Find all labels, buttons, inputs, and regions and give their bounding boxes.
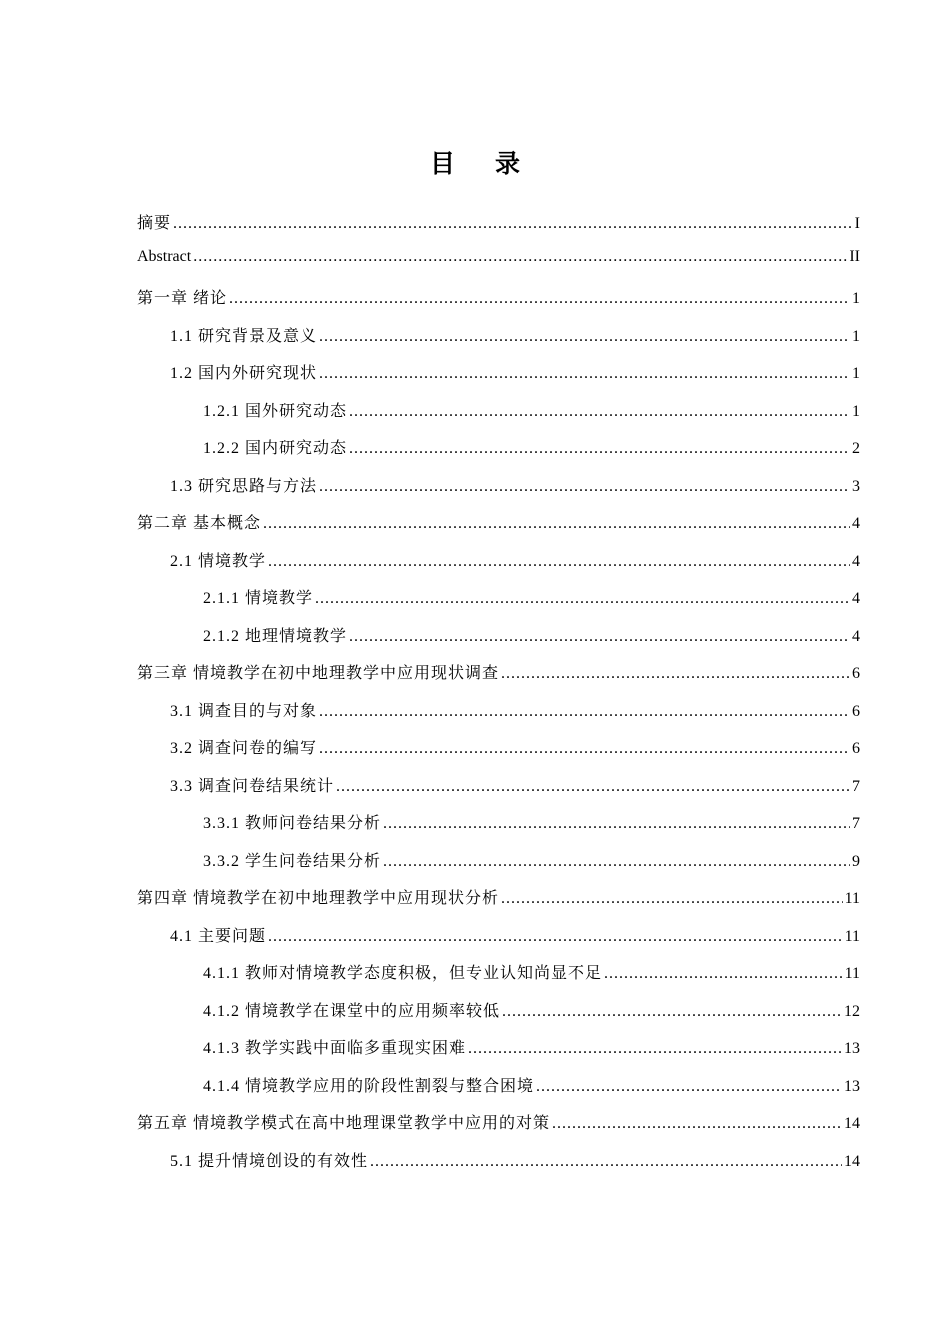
toc-entry[interactable] <box>137 660 860 698</box>
toc-entry[interactable] <box>137 248 860 286</box>
toc-entry-page-number: 2 <box>852 440 860 457</box>
toc-entry[interactable] <box>137 923 860 961</box>
toc-entry-page-number: 4 <box>852 515 860 532</box>
toc-leader-dots <box>319 328 850 346</box>
toc-leader-dots <box>336 778 850 796</box>
toc-entry-page-number: II <box>849 247 860 265</box>
toc-leader-dots <box>349 403 850 421</box>
toc-entry-label: 3.3.1 教师问卷结果分析 <box>203 815 382 832</box>
toc-entry[interactable] <box>137 1073 860 1111</box>
toc-leader-dots <box>468 1040 842 1058</box>
toc-entry-label: 1.2.1 国外研究动态 <box>203 402 348 420</box>
toc-entry-page-number: 6 <box>852 665 860 682</box>
toc-entry-label: 4.1.3 教学实践中面临多重现实困难 <box>203 1040 467 1057</box>
toc-entry-page-number: 14 <box>844 1115 860 1132</box>
toc-entry[interactable] <box>137 435 860 473</box>
toc-entry-page-number: 7 <box>852 777 860 795</box>
toc-leader-dots <box>268 553 850 571</box>
toc-entry-label: 2.1 情境教学 <box>170 552 267 570</box>
toc-leader-dots <box>315 590 850 608</box>
toc-entry-label: 第一章 绪论 <box>137 290 228 307</box>
toc-entry[interactable] <box>137 810 860 848</box>
toc-entry-page-number: I <box>854 215 860 232</box>
toc-entry-page-number: 11 <box>844 965 860 982</box>
toc-leader-dots <box>604 965 843 983</box>
toc-entry-page-number: 12 <box>844 1002 860 1020</box>
toc-leader-dots <box>319 740 850 758</box>
toc-entry-label: 3.3 调查问卷结果统计 <box>170 777 335 795</box>
toc-entry-label: 3.1 调查目的与对象 <box>170 702 318 720</box>
toc-entry-label: 4.1.1 教师对情境教学态度积极，但专业认知尚显不足 <box>203 965 603 982</box>
toc-entry-label: 第四章 情境教学在初中地理教学中应用现状分析 <box>137 890 500 907</box>
toc-entry[interactable] <box>137 960 860 998</box>
toc-entry-label: 1.2 国内外研究现状 <box>170 365 318 382</box>
toc-leader-dots <box>349 628 850 646</box>
toc-entry-label: 第五章 情境教学模式在高中地理课堂教学中应用的对策 <box>137 1115 551 1132</box>
toc-entry[interactable] <box>137 398 860 436</box>
toc-entry-page-number: 14 <box>844 1152 860 1170</box>
toc-leader-dots <box>370 1153 842 1171</box>
toc-entry-page-number: 4 <box>852 590 860 607</box>
toc-leader-dots <box>319 703 850 721</box>
toc-entry-page-number: 1 <box>852 290 860 307</box>
toc-entry-page-number: 4 <box>852 627 860 645</box>
toc-entry[interactable] <box>137 1110 860 1148</box>
toc-entry-page-number: 7 <box>852 815 860 832</box>
toc-entry[interactable] <box>137 1035 860 1073</box>
page-title <box>0 144 950 180</box>
toc-entry[interactable] <box>137 698 860 736</box>
toc-entry[interactable] <box>137 323 860 361</box>
toc-entry[interactable] <box>137 510 860 548</box>
toc-entry-label: 1.3 研究思路与方法 <box>170 477 318 495</box>
toc-entry-label: 4.1.2 情境教学在课堂中的应用频率较低 <box>203 1002 501 1020</box>
toc-entry-label: 4.1.4 情境教学应用的阶段性割裂与整合困境 <box>203 1077 535 1095</box>
toc-entry-label: Abstract <box>137 247 192 265</box>
toc-entry[interactable] <box>137 1148 860 1186</box>
toc-leader-dots <box>263 515 850 533</box>
toc-entry-label: 4.1 主要问题 <box>170 927 267 945</box>
toc-entry-label: 5.1 提升情境创设的有效性 <box>170 1152 369 1170</box>
toc-entry[interactable] <box>137 885 860 923</box>
toc-leader-dots <box>173 215 853 233</box>
toc-entry-label: 2.1.2 地理情境教学 <box>203 627 348 645</box>
toc-entry-page-number: 13 <box>844 1040 860 1057</box>
toc-entry-page-number: 1 <box>852 365 860 382</box>
toc-entry-label: 2.1.1 情境教学 <box>203 590 314 607</box>
toc-entry-label: 1.1 研究背景及意义 <box>170 327 318 345</box>
toc-entry-page-number: 1 <box>852 402 860 420</box>
toc-leader-dots <box>501 890 843 908</box>
toc-entry[interactable] <box>137 548 860 586</box>
title-char-1: 目 <box>429 151 455 178</box>
toc-entry-label: 第二章 基本概念 <box>137 515 262 532</box>
toc-leader-dots <box>319 478 850 496</box>
toc-entry[interactable] <box>137 848 860 886</box>
toc-entry[interactable] <box>137 473 860 511</box>
toc-leader-dots <box>349 440 850 458</box>
toc-entry[interactable] <box>137 735 860 773</box>
toc-leader-dots <box>552 1115 842 1133</box>
toc-entry[interactable] <box>137 285 860 323</box>
toc-entry-label: 3.2 调查问卷的编写 <box>170 740 318 757</box>
toc-leader-dots <box>501 665 850 683</box>
toc-leader-dots <box>268 928 843 946</box>
toc-entry-page-number: 13 <box>844 1077 860 1095</box>
toc-entry-page-number: 6 <box>852 740 860 757</box>
toc-entry-page-number: 9 <box>852 852 860 870</box>
toc-leader-dots <box>319 365 850 383</box>
toc-entry-page-number: 3 <box>852 477 860 495</box>
toc-entry-label: 第三章 情境教学在初中地理教学中应用现状调查 <box>137 665 500 682</box>
title-char-2: 录 <box>495 151 521 178</box>
toc-leader-dots <box>229 290 850 308</box>
toc-leader-dots <box>502 1003 842 1021</box>
toc-entry-label: 3.3.2 学生问卷结果分析 <box>203 852 382 870</box>
toc-entry-page-number: 1 <box>852 327 860 345</box>
toc-leader-dots <box>383 853 850 871</box>
toc-entry[interactable] <box>137 773 860 811</box>
toc-entry[interactable] <box>137 998 860 1036</box>
toc-entry-page-number: 6 <box>852 702 860 720</box>
toc-entry-page-number: 11 <box>844 890 860 907</box>
toc-leader-dots <box>536 1078 842 1096</box>
toc-entry[interactable] <box>137 210 860 248</box>
toc-entry-label: 1.2.2 国内研究动态 <box>203 440 348 457</box>
toc-entry-label: 摘要 <box>137 215 172 232</box>
toc-entry-page-number: 11 <box>844 927 860 945</box>
table-of-contents <box>137 210 860 1185</box>
toc-entry[interactable] <box>137 360 860 398</box>
toc-entry[interactable] <box>137 623 860 661</box>
toc-leader-dots <box>383 815 850 833</box>
toc-entry[interactable] <box>137 585 860 623</box>
toc-leader-dots <box>193 248 847 266</box>
toc-entry-page-number: 4 <box>852 552 860 570</box>
